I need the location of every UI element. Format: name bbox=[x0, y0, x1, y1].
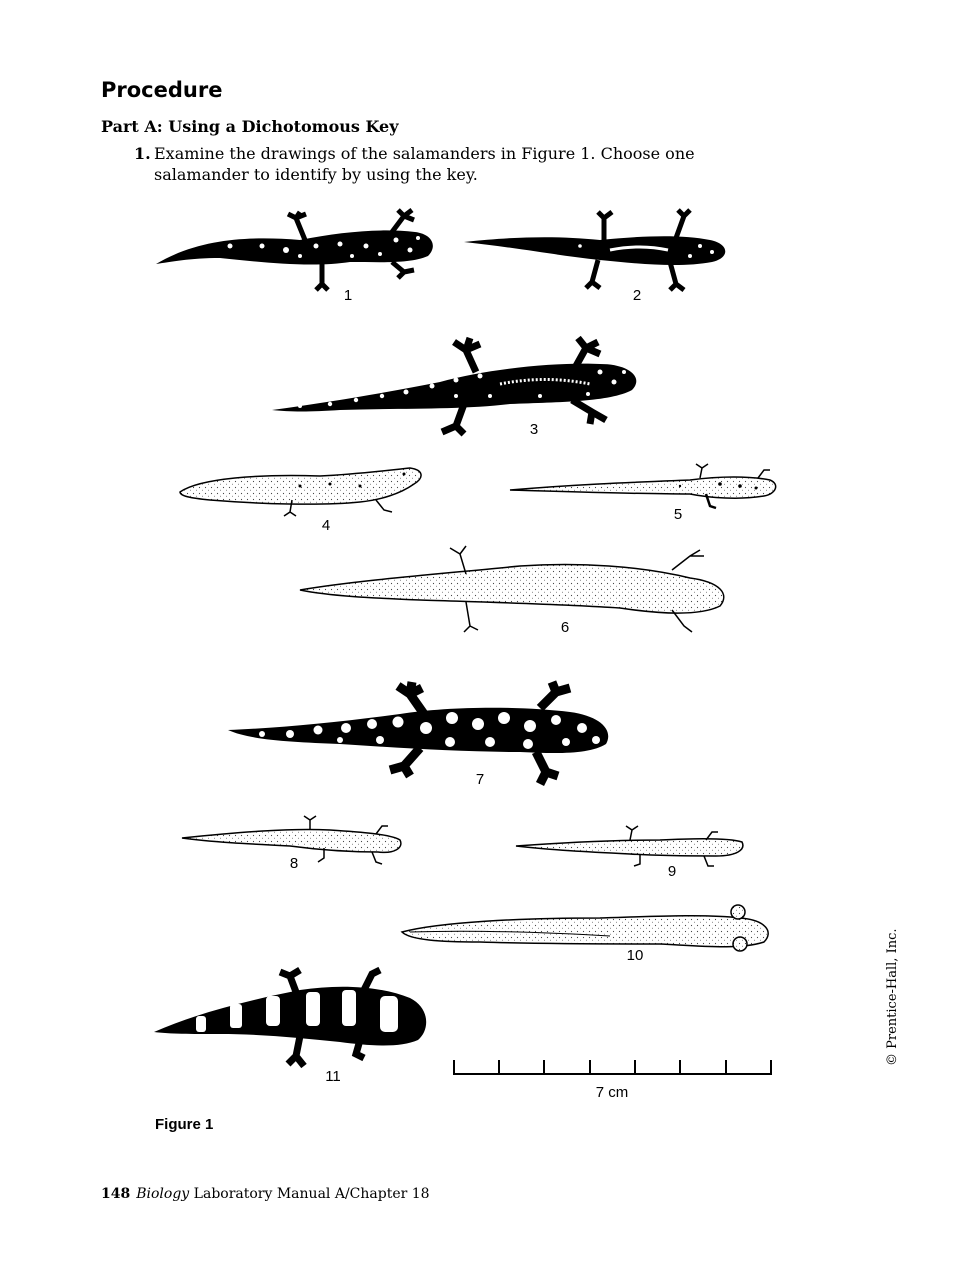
book-title: Biology bbox=[136, 1186, 190, 1202]
part-a-heading: Part A: Using a Dichotomous Key bbox=[101, 117, 399, 136]
salamander-7-drawing bbox=[228, 682, 608, 784]
page-number: 148 bbox=[101, 1186, 131, 1202]
page-footer bbox=[101, 1186, 430, 1202]
salamander-11-drawing bbox=[154, 970, 426, 1066]
salamander-label-4: 4 bbox=[321, 517, 331, 534]
salamander-4-drawing bbox=[180, 468, 421, 516]
salamander-label-5: 5 bbox=[673, 506, 683, 523]
salamander-label-2: 2 bbox=[632, 287, 642, 304]
footer-chapter: Laboratory Manual A/Chapter 18 bbox=[193, 1186, 430, 1202]
salamander-label-1: 1 bbox=[343, 287, 353, 304]
salamander-9-drawing bbox=[516, 826, 743, 866]
scale-bar bbox=[454, 1060, 771, 1075]
salamander-label-10: 10 bbox=[626, 947, 644, 964]
procedure-heading: Procedure bbox=[101, 78, 223, 102]
salamander-label-11: 11 bbox=[325, 1068, 341, 1085]
salamander-label-8: 8 bbox=[289, 855, 299, 872]
figure-caption: Figure 1 bbox=[155, 1116, 214, 1133]
step-number: 1. bbox=[134, 144, 151, 163]
salamander-label-9: 9 bbox=[667, 863, 677, 880]
scale-bar-label: 7 cm bbox=[595, 1084, 629, 1101]
copyright-notice: © Prentice-Hall, Inc. bbox=[885, 928, 900, 1066]
salamander-2-drawing bbox=[464, 210, 725, 290]
salamander-3-drawing bbox=[272, 338, 636, 434]
step-text-line1: Examine the drawings of the salamanders in Figure 1. Choose one bbox=[154, 144, 695, 163]
salamander-label-3: 3 bbox=[529, 421, 539, 438]
salamander-label-7: 7 bbox=[475, 771, 485, 788]
salamander-6-drawing bbox=[300, 546, 724, 632]
salamander-5-drawing bbox=[510, 464, 776, 508]
salamander-10-drawing bbox=[402, 905, 768, 951]
salamander-1-drawing bbox=[156, 210, 433, 290]
step-text-line2: salamander to identify by using the key. bbox=[154, 165, 478, 184]
salamander-label-6: 6 bbox=[560, 619, 570, 636]
